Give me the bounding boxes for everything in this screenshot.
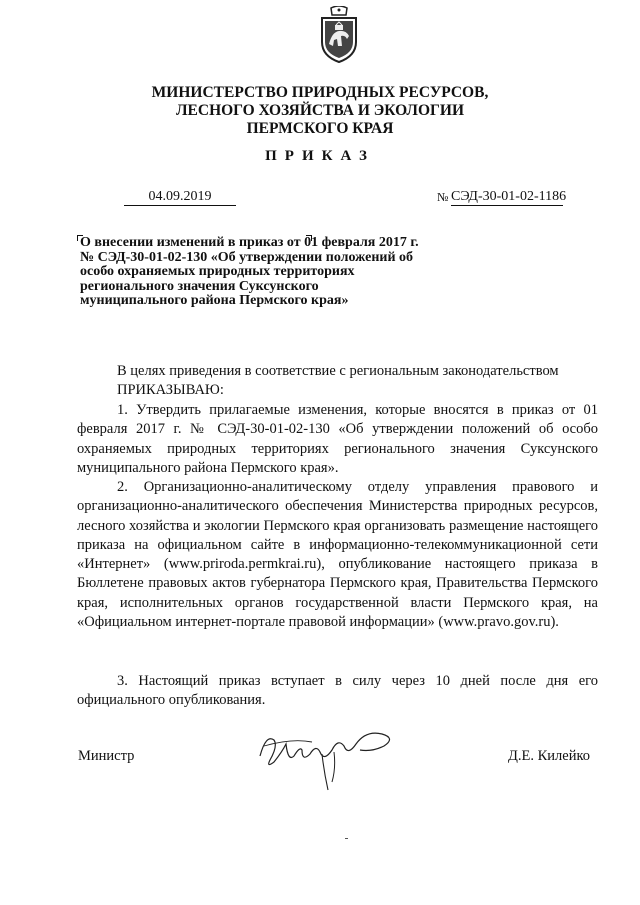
document-number: СЭД-30-01-02-1186: [451, 189, 567, 204]
ministry-name-line-1: МИНИСТЕРСТВО ПРИРОДНЫХ РЕСУРСОВ,: [151, 84, 489, 101]
signatory-title: Министр: [78, 748, 135, 764]
clause-2: 2. Организационно-аналитическому отделу управления правового и организационно-аналитического обеспечения Министерства природных ресурсов, лесного хозяйства и экологии Пермского края организовать размещение настоящего приказа на официальном сайте в информационно-телекоммуникационной сети «Интернет» (www.priroda.permkrai.ru), опубликование настоящего приказа в Бюллетене правовых актов губернатора Пермского края, Правительства Пермского края, исполнительных органов государственной власти Пермского края, на «Официальном интернет-портале правовой информации» (www.pravo.gov.ru).: [77, 479, 598, 631]
ministry-name-line-2: ЛЕСНОГО ХОЗЯЙСТВА И ЭКОЛОГИИ: [175, 102, 465, 119]
order-word: ПРИКАЗЫВАЮ:: [117, 382, 224, 398]
clause-3: 3. Настоящий приказ вступает в силу через 10 дней после дня его официального опубликования.: [77, 673, 598, 709]
ministry-name-line-3: ПЕРМСКОГО КРАЯ: [246, 120, 394, 137]
document-number-prefix: №: [437, 190, 449, 204]
coat-of-arms-icon: [318, 6, 360, 64]
handwritten-signature: [252, 716, 402, 796]
number-underline: [451, 205, 563, 206]
document-date: 04.09.2019: [124, 189, 236, 206]
clause-1: 1. Утвердить прилагаемые изменения, которые вносятся в приказ от 01 февраля 2017 г. № СЭД-30-01-02-130 «Об утверждении положений об особо охраняемых природных территориях регионального значения Суксунского муниципального района Пермского края».: [77, 402, 598, 476]
intro-paragraph: В целях приведения в соответствие с региональным законодательством: [117, 363, 559, 379]
order-subject: О внесении изменений в приказ от 01 февраля 2017 г. № СЭД-30-01-02-130 «Об утверждении положений об особо охраняемых природных территориях регионального значения Суксунского муниципального района Пермского края»: [80, 235, 419, 308]
signatory-name: Д.Е. Килейко: [508, 748, 591, 764]
scan-speck: [345, 838, 348, 839]
document-type-heading: ПРИКАЗ: [265, 148, 375, 164]
